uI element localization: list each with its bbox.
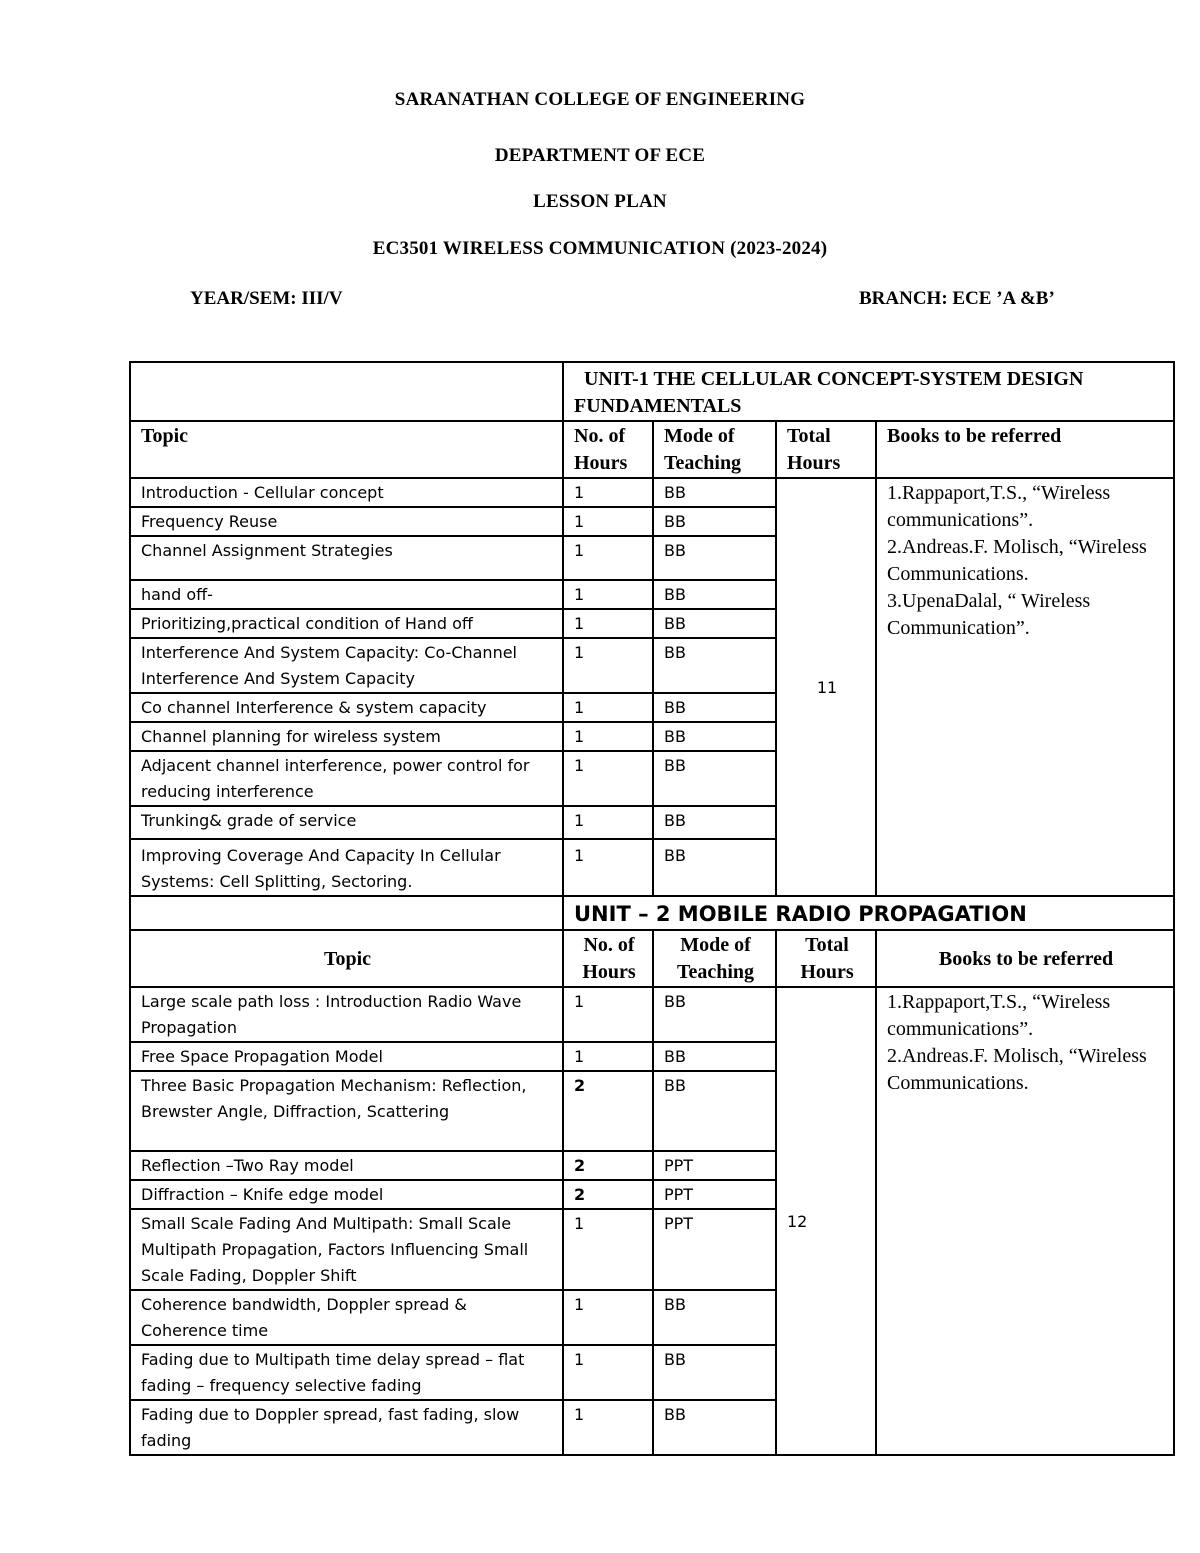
document-type: LESSON PLAN xyxy=(533,191,667,212)
topic-cell: Large scale path loss : Introduction Radio Wave Propagation xyxy=(130,987,563,1042)
mode-cell: BB xyxy=(653,751,776,806)
hours-cell: 1 xyxy=(563,580,653,609)
unit2-header-row xyxy=(130,930,1174,987)
branch: BRANCH: ECE ’A &B’ xyxy=(859,288,1055,309)
mode-cell: PPT xyxy=(653,1151,776,1180)
topic-cell: Diffraction – Knife edge model xyxy=(130,1180,563,1209)
topic-cell: Coherence bandwidth, Doppler spread & Coherence time xyxy=(130,1290,563,1345)
hours-cell: 1 xyxy=(563,478,653,507)
topic-cell: Small Scale Fading And Multipath: Small Scale Multipath Propagation, Factors Influencing Small Scale Fading, Doppler Shift xyxy=(130,1209,563,1290)
unit1-col-books: Books to be referred xyxy=(876,421,1174,478)
mode-cell: BB xyxy=(653,1290,776,1345)
topic-cell: Interference And System Capacity: Co-Channel Interference And System Capacity xyxy=(130,638,563,693)
lesson-plan-table xyxy=(129,361,1175,1456)
course-title: EC3501 WIRELESS COMMUNICATION (2023-2024) xyxy=(372,238,828,259)
hours-cell: 1 xyxy=(563,693,653,722)
topic-cell: Improving Coverage And Capacity In Cellular Systems: Cell Splitting, Sectoring. xyxy=(130,839,563,896)
hours-cell: 1 xyxy=(563,507,653,536)
mode-cell: PPT xyxy=(653,1180,776,1209)
book-ref: 3.UpenaDalal, “ Wireless Communication”. xyxy=(887,590,1091,639)
topic-cell: Trunking& grade of service xyxy=(130,806,563,839)
unit1-title-row xyxy=(130,362,1174,421)
mode-cell: BB xyxy=(653,580,776,609)
mode-cell: BB xyxy=(653,987,776,1042)
topic-cell: Three Basic Propagation Mechanism: Reflection, Brewster Angle, Diffraction, Scattering xyxy=(130,1071,563,1151)
unit2-col-books: Books to be referred xyxy=(876,930,1174,987)
mode-cell: BB xyxy=(653,478,776,507)
hours-cell: 2 xyxy=(563,1151,653,1180)
hours-cell: 1 xyxy=(563,1400,653,1455)
topic-cell: Channel Assignment Strategies xyxy=(130,536,563,580)
hours-cell: 1 xyxy=(563,1290,653,1345)
hours-cell: 1 xyxy=(563,806,653,839)
unit2-title: UNIT – 2 MOBILE RADIO PROPAGATION xyxy=(563,896,1174,930)
unit2-books xyxy=(876,987,1174,1455)
topic-cell: Frequency Reuse xyxy=(130,507,563,536)
unit1-col-mode: Mode of Teaching xyxy=(653,421,776,478)
unit1-col-total: Total Hours xyxy=(776,421,876,478)
mode-cell: BB xyxy=(653,507,776,536)
hours-cell: 2 xyxy=(563,1180,653,1209)
topic-cell: Introduction - Cellular concept xyxy=(130,478,563,507)
topic-cell: Prioritizing,practical condition of Hand off xyxy=(130,609,563,638)
mode-cell: BB xyxy=(653,638,776,693)
table-row xyxy=(130,987,1174,1042)
unit1-col-topic: Topic xyxy=(130,421,563,478)
hours-cell: 1 xyxy=(563,987,653,1042)
topic-cell: Adjacent channel interference, power control for reducing interference xyxy=(130,751,563,806)
topic-cell: Channel planning for wireless system xyxy=(130,722,563,751)
mode-cell: BB xyxy=(653,609,776,638)
year-sem: YEAR/SEM: III/V xyxy=(190,288,343,309)
hours-cell: 1 xyxy=(563,536,653,580)
mode-cell: BB xyxy=(653,806,776,839)
mode-cell: BB xyxy=(653,1071,776,1151)
mode-cell: BB xyxy=(653,1400,776,1455)
book-ref: 1.Rappaport,T.S., “Wireless communications”. xyxy=(887,482,1111,531)
book-ref: 2.Andreas.F. Molisch, “Wireless Communications. xyxy=(887,536,1147,585)
unit2-col-mode: Mode of Teaching xyxy=(653,930,776,987)
topic-cell: Fading due to Multipath time delay spread – flat fading – frequency selective fading xyxy=(130,1345,563,1400)
unit1-total-hours: 11 xyxy=(776,478,876,896)
hours-cell: 1 xyxy=(563,638,653,693)
mode-cell: BB xyxy=(653,536,776,580)
book-ref: 1.Rappaport,T.S., “Wireless communications”. xyxy=(887,991,1111,1040)
unit1-col-hours: No. of Hours xyxy=(563,421,653,478)
unit1-title: UNIT-1 THE CELLULAR CONCEPT-SYSTEM DESIGN FUNDAMENTALS xyxy=(563,362,1174,421)
book-ref: 2.Andreas.F. Molisch, “Wireless Communications. xyxy=(887,1045,1147,1094)
mode-cell: PPT xyxy=(653,1209,776,1290)
mode-cell: BB xyxy=(653,1345,776,1400)
unit2-col-topic: Topic xyxy=(130,930,563,987)
hours-cell: 1 xyxy=(563,1209,653,1290)
mode-cell: BB xyxy=(653,1042,776,1071)
mode-cell: BB xyxy=(653,722,776,751)
unit1-header-row xyxy=(130,421,1174,478)
hours-cell: 1 xyxy=(563,722,653,751)
topic-cell: Co channel Interference & system capacity xyxy=(130,693,563,722)
unit2-col-total: Total Hours xyxy=(776,930,876,987)
college-name: SARANATHAN COLLEGE OF ENGINEERING xyxy=(394,89,806,110)
unit2-total-hours: 12 xyxy=(776,987,876,1455)
unit1-title-blank xyxy=(130,362,563,421)
hours-cell: 1 xyxy=(563,1042,653,1071)
hours-cell: 1 xyxy=(563,1345,653,1400)
unit2-title-blank xyxy=(130,896,563,930)
unit2-col-hours: No. of Hours xyxy=(563,930,653,987)
mode-cell: BB xyxy=(653,693,776,722)
unit1-books xyxy=(876,478,1174,896)
topic-cell: Fading due to Doppler spread, fast fading, slow fading xyxy=(130,1400,563,1455)
hours-cell: 1 xyxy=(563,751,653,806)
table-row xyxy=(130,478,1174,507)
hours-cell: 1 xyxy=(563,609,653,638)
mode-cell: BB xyxy=(653,839,776,896)
topic-cell: Free Space Propagation Model xyxy=(130,1042,563,1071)
topic-cell: hand off- xyxy=(130,580,563,609)
topic-cell: Reflection –Two Ray model xyxy=(130,1151,563,1180)
unit2-title-row xyxy=(130,896,1174,930)
hours-cell: 2 xyxy=(563,1071,653,1151)
hours-cell: 1 xyxy=(563,839,653,896)
department-name: DEPARTMENT OF ECE xyxy=(494,145,706,166)
